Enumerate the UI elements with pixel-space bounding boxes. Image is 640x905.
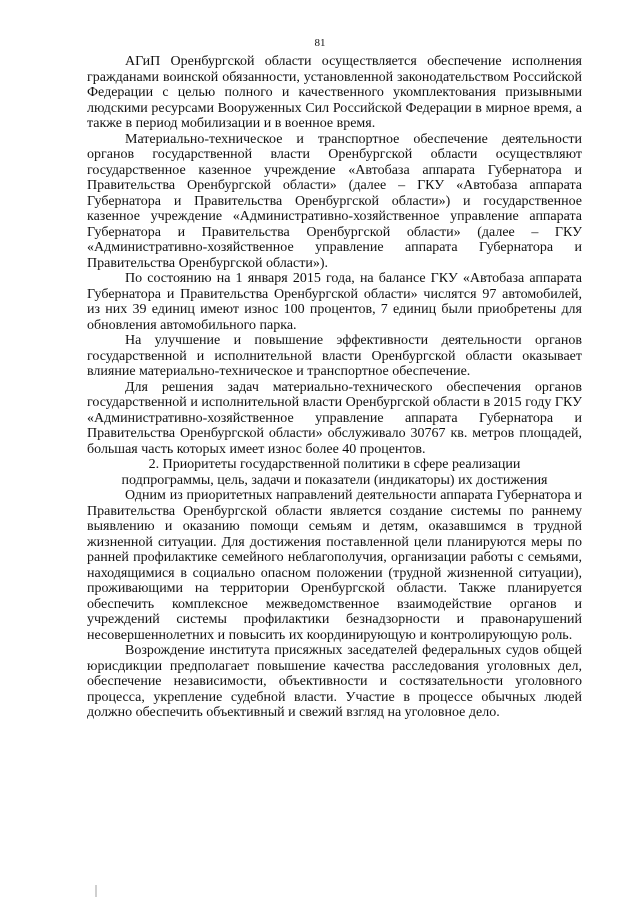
section-heading-line-2: подпрограммы, цель, задачи и показатели (индикаторы) их достижения	[121, 472, 548, 488]
scan-artifact-mark	[95, 885, 97, 897]
page-number: 81	[314, 37, 326, 49]
paragraph-logistics-support: Материально-техническое и транспортное обеспечение деятельности органов государственной власти Оренбургской области осуществляют государственное казенное учреждение «Автобаза аппарата Губернатора и Правительства Оренбургской области» (далее – ГКУ «Автобаза аппарата Губернатора и Правительства Оренбургской области») и государственное казенное учреждение «Административно-хозяйственное управление аппарата Губернатора и Правительства Оренбургской области» (далее – ГКУ «Административно-хозяйственное управление аппарата Губернатора и Правительства Оренбургской области»).	[87, 131, 582, 271]
paragraph-building-maintenance: Для решения задач материально-технического обеспечения органов государственной и исполнительной власти Оренбургской области в 2015 году ГКУ «Административно-хозяйственное управление аппарата Губернатора и Правительства Оренбургской области» обслуживало 30767 кв. метров площадей, большая часть которых имеет износ более 40 процентов.	[87, 379, 582, 457]
section-heading	[87, 457, 582, 488]
section-heading-line-1: 2. Приоритеты государственной политики в сфере реализации	[148, 457, 521, 472]
paragraph-vehicle-fleet: По состоянию на 1 января 2015 года, на балансе ГКУ «Автобаза аппарата Губернатора и Правительства Оренбургской области» числятся 97 автомобилей, из них 39 единиц имеют износ 100 процентов, 7 единиц были приобретены для обновления автомобильного парка.	[87, 271, 582, 333]
paragraph-efficiency: На улучшение и повышение эффективности деятельности органов государственной и исполнительной власти Оренбургской области оказывает влияние материально-техническое и транспортное обеспечение.	[87, 333, 582, 379]
document-body	[87, 54, 582, 721]
paragraph-military-duty: АГиП Оренбургской области осуществляется обеспечение исполнения гражданами воинской обязанности, установленной законодательством Российской Федерации с целью полного и качественного укомплектования призывными людскими ресурсами Вооруженных Сил Российской Федерации в мирное время, а также в период мобилизации и в военное время.	[87, 54, 582, 131]
paragraph-family-support: Одним из приоритетных направлений деятельности аппарата Губернатора и Правительства Оренбургской области является создание системы по раннему выявлению и оказанию помощи семьям и детям, оказавшимся в трудной жизненной ситуации. Для достижения поставленной цели планируются меры по ранней профилактике семейного неблагополучия, организации работы с семьями, находящимися в социально опасном положении (трудной жизненной ситуации), проживающими на территории Оренбургской области. Также планируется обеспечить комплексное межведомственное взаимодействие органов и учреждений системы профилактики безнадзорности и правонарушений несовершеннолетних и повысить их координирующую и контролирующую роль.	[87, 488, 582, 643]
paragraph-jury-institution: Возрождение института присяжных заседателей федеральных судов общей юрисдикции предполагает повышение качества расследования уголовных дел, обеспечение независимости, объективности и состязательности уголовного процесса, укрепление судебной власти. Участие в процессе обычных людей должно обеспечить объективный и свежий взгляд на уголовное дело.	[87, 643, 582, 720]
